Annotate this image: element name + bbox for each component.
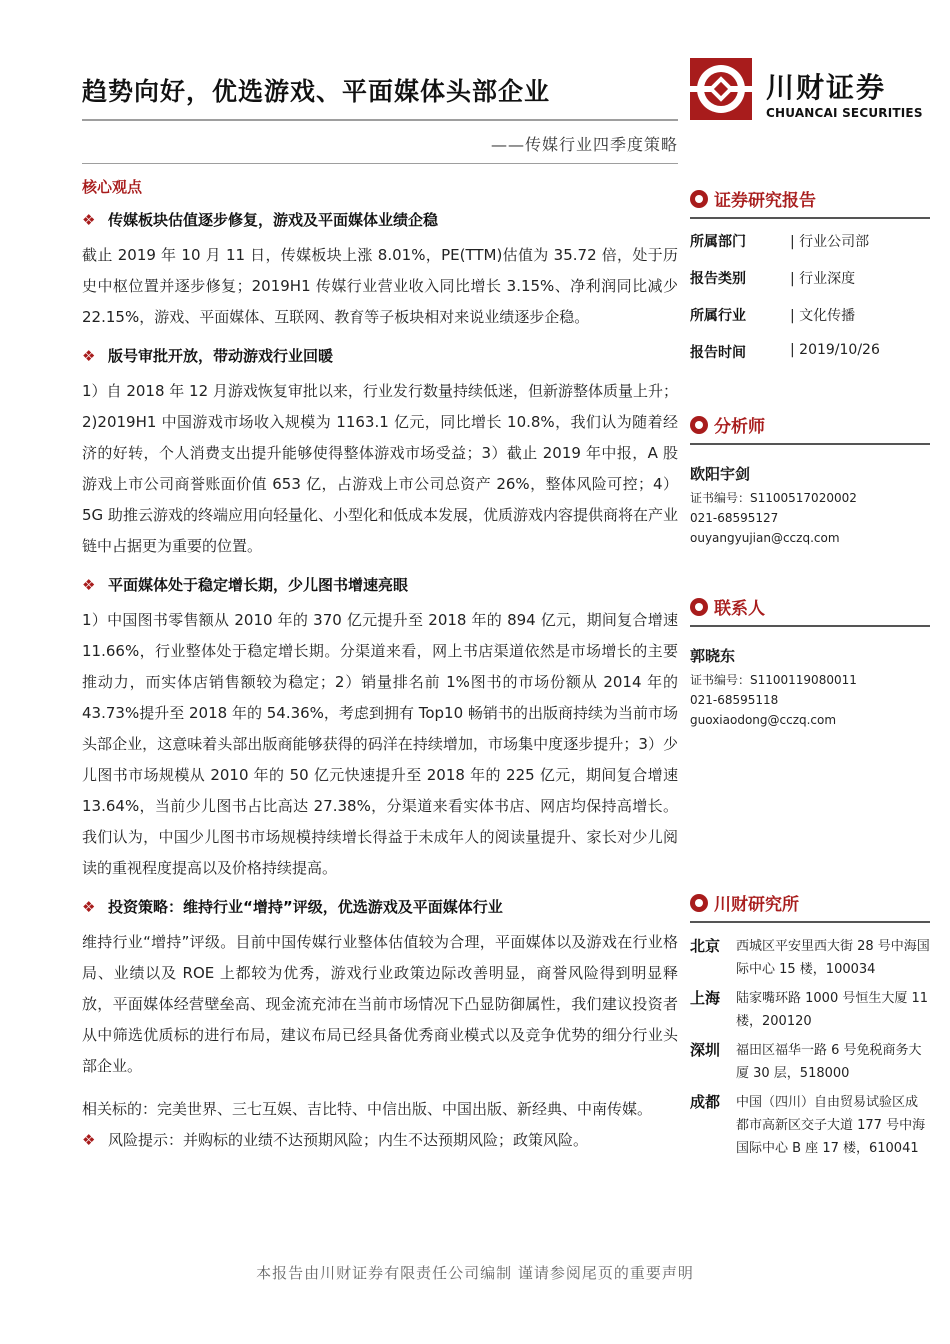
section-heading — [82, 574, 678, 595]
address-shanghai — [690, 987, 930, 1033]
diamond-bullet-icon: ❖ — [82, 575, 96, 594]
section-marker-icon — [690, 598, 708, 616]
subtitle-divider — [82, 163, 678, 164]
info-label: 所属行业 — [690, 308, 746, 324]
info-value: | 行业公司部 — [790, 234, 870, 250]
risk-note — [82, 1129, 678, 1150]
analyst-heading — [690, 412, 930, 437]
title-divider — [82, 119, 678, 121]
analyst-email[interactable]: ouyangyujian@cczq.com — [690, 531, 840, 545]
info-label: 所属部门 — [690, 234, 746, 250]
section-paragraph: 1）自 2018 年 12 月游戏恢复审批以来，行业发行数量持续低迷，但新游整体质量上升；2)2019H1 中国游戏市场收入规模为 1163.1 亿元，同比增长 10.8%，我们认为随着经济的好转，个人消费支出提升能够使得整体游戏市场受益；3）截止 2019 年中报，A 股游戏上市公司商誉账面价值 653 亿，占游戏上市公司总资产 26%，整体风险可控；4）5G 助推云游戏的终端应用向轻量化、小型化和低成本发展，优质游戏内容提供商将在产业链中占据更为重要的位置。 — [82, 382, 678, 555]
report-type-heading — [690, 186, 930, 211]
diamond-bullet-icon: ❖ — [82, 1130, 96, 1149]
info-value: | 行业深度 — [790, 271, 856, 287]
address-beijing — [690, 935, 930, 981]
section-paragraph: 截止 2019 年 10 月 11 日，传媒板块上涨 8.01%，PE(TTM)估值为 35.72 倍，处于历史中枢位置并逐步修复；2019H1 传媒行业营业收入同比增长 3.15%、净利润同比减少 22.15%，游戏、平面媒体、互联网、教育等子板块相对来说业绩逐步企稳。 — [82, 246, 678, 326]
page-footer: 本报告由川财证券有限责任公司编制 谨请参阅尾页的重要声明 — [256, 1264, 694, 1282]
analyst-heading-text: 分析师 — [714, 417, 765, 437]
report-title: 趋势向好，优选游戏、平面媒体头部企业 — [82, 77, 551, 106]
section-marker-icon — [690, 190, 708, 208]
section-heading-text: 传媒板块估值逐步修复，游戏及平面媒体业绩企稳 — [108, 211, 439, 229]
sidebar-divider — [690, 625, 930, 627]
section-heading-text: 版号审批开放，带动游戏行业回暖 — [108, 347, 334, 365]
report-subtitle: ——传媒行业四季度策略 — [490, 135, 678, 154]
institute-heading-text: 川财研究所 — [714, 895, 799, 915]
risk-note-text: 风险提示：并购标的业绩不达预期风险；内生不达预期风险；政策风险。 — [108, 1131, 589, 1149]
info-label: 报告类别 — [690, 271, 746, 287]
logo-english-name: CHUANCAI SECURITIES — [766, 106, 923, 120]
section-paragraph: 维持行业“增持”评级。目前中国传媒行业整体估值较为合理，平面媒体以及游戏在行业格局、业绩以及 ROE 上都较为优秀，游戏行业政策边际改善明显，商誉风险得到明显释放，平面媒体经营壁垒高、现金流充沛在当前市场情况下凸显防御属性，我们建议投资者从中筛选优质标的进行布局，建议布局已经具备优秀商业模式以及竞争优势的细分行业头部企业。 — [82, 933, 678, 1075]
info-value: | 文化传播 — [790, 308, 856, 324]
section-heading-text: 投资策略：维持行业“增持”评级，优选游戏及平面媒体行业 — [108, 898, 503, 916]
analyst-phone: 021-68595127 — [690, 511, 779, 525]
section-heading-text: 平面媒体处于稳定增长期，少儿图书增速亮眼 — [108, 576, 409, 594]
info-row-category — [690, 268, 930, 305]
address-text: 陆家嘴环路 1000 号恒生大厦 11 楼，200120 — [736, 991, 929, 1029]
info-value: | 2019/10/26 — [790, 342, 880, 358]
analyst-name: 欧阳宇剑 — [690, 465, 751, 483]
contact-heading-text: 联系人 — [714, 599, 765, 619]
analyst-cert: 证书编号：S1100517020002 — [690, 491, 857, 505]
sidebar-divider — [690, 217, 930, 219]
contact-cert: 证书编号：S1100119080011 — [690, 673, 857, 687]
section-heading — [82, 345, 678, 366]
chuancai-logo-icon — [690, 58, 752, 120]
sidebar-divider — [690, 443, 930, 445]
info-row-date — [690, 342, 930, 412]
contact-phone: 021-68595118 — [690, 693, 779, 707]
section-heading — [82, 896, 678, 917]
diamond-bullet-icon: ❖ — [82, 210, 96, 229]
diamond-bullet-icon: ❖ — [82, 897, 96, 916]
section-heading — [82, 209, 678, 230]
main-content — [82, 176, 678, 1150]
contact-name: 郭晓东 — [690, 647, 736, 665]
address-text: 福田区福华一路 6 号免税商务大厦 30 层，518000 — [736, 1043, 922, 1081]
related-targets-paragraph: 相关标的：完美世界、三七互娱、吉比特、中信出版、中国出版、新经典、中南传媒。 — [82, 1100, 653, 1118]
contact-heading — [690, 594, 930, 619]
info-label: 报告时间 — [690, 345, 746, 361]
address-text: 西城区平安里西大街 28 号中海国际中心 15 楼，100034 — [736, 939, 930, 977]
address-city: 成都 — [690, 1093, 721, 1111]
section-paragraph: 1）中国图书零售额从 2010 年的 370 亿元提升至 2018 年的 894 亿元，期间复合增速 11.66%，行业整体处于稳定增长期。分渠道来看，网上书店渠道依然是市场增长的主要推动力，而实体店销售额较为稳定；2）销量排名前 1%图书的市场份额从 2014 年的 43.73%提升至 2018 年的 54.36%，考虑到拥有 Top10 畅销书的出版商持续为当前市场头部企业，这意味着头部出版商能够获得的码洋在持续增加，市场集中度逐步提升；3）少儿图书市场规模从 2010 年的 50 亿元快速提升至 2018 年的 225 亿元，期间复合增速 13.64%，当前少儿图书占比高达 27.38%，分渠道来看实体书店、网店均保持高增长。我们认为，中国少儿图书市场规模持续增长得益于未成年人的阅读量提升、家长对少儿阅读的重视程度提高以及价格持续提高。 — [82, 611, 678, 877]
institute-heading — [690, 890, 930, 915]
address-city: 深圳 — [690, 1041, 721, 1059]
core-views-heading: 核心观点 — [82, 178, 143, 196]
address-city: 北京 — [690, 937, 721, 955]
section-marker-icon — [690, 416, 708, 434]
section-marker-icon — [690, 894, 708, 912]
diamond-bullet-icon: ❖ — [82, 346, 96, 365]
info-row-department — [690, 231, 930, 268]
address-city: 上海 — [690, 989, 721, 1007]
info-row-industry — [690, 305, 930, 342]
company-logo — [690, 58, 930, 128]
report-type-heading-text: 证券研究报告 — [714, 191, 816, 211]
address-shenzhen — [690, 1039, 930, 1085]
address-chengdu — [690, 1091, 930, 1160]
address-text: 中国（四川）自由贸易试验区成都市高新区交子大道 177 号中海国际中心 B 座 17 楼，610041 — [736, 1095, 926, 1156]
logo-chinese-name: 川财证券 — [766, 71, 887, 104]
sidebar-divider — [690, 921, 930, 923]
contact-email[interactable]: guoxiaodong@cczq.com — [690, 713, 837, 727]
sidebar — [690, 186, 930, 1166]
